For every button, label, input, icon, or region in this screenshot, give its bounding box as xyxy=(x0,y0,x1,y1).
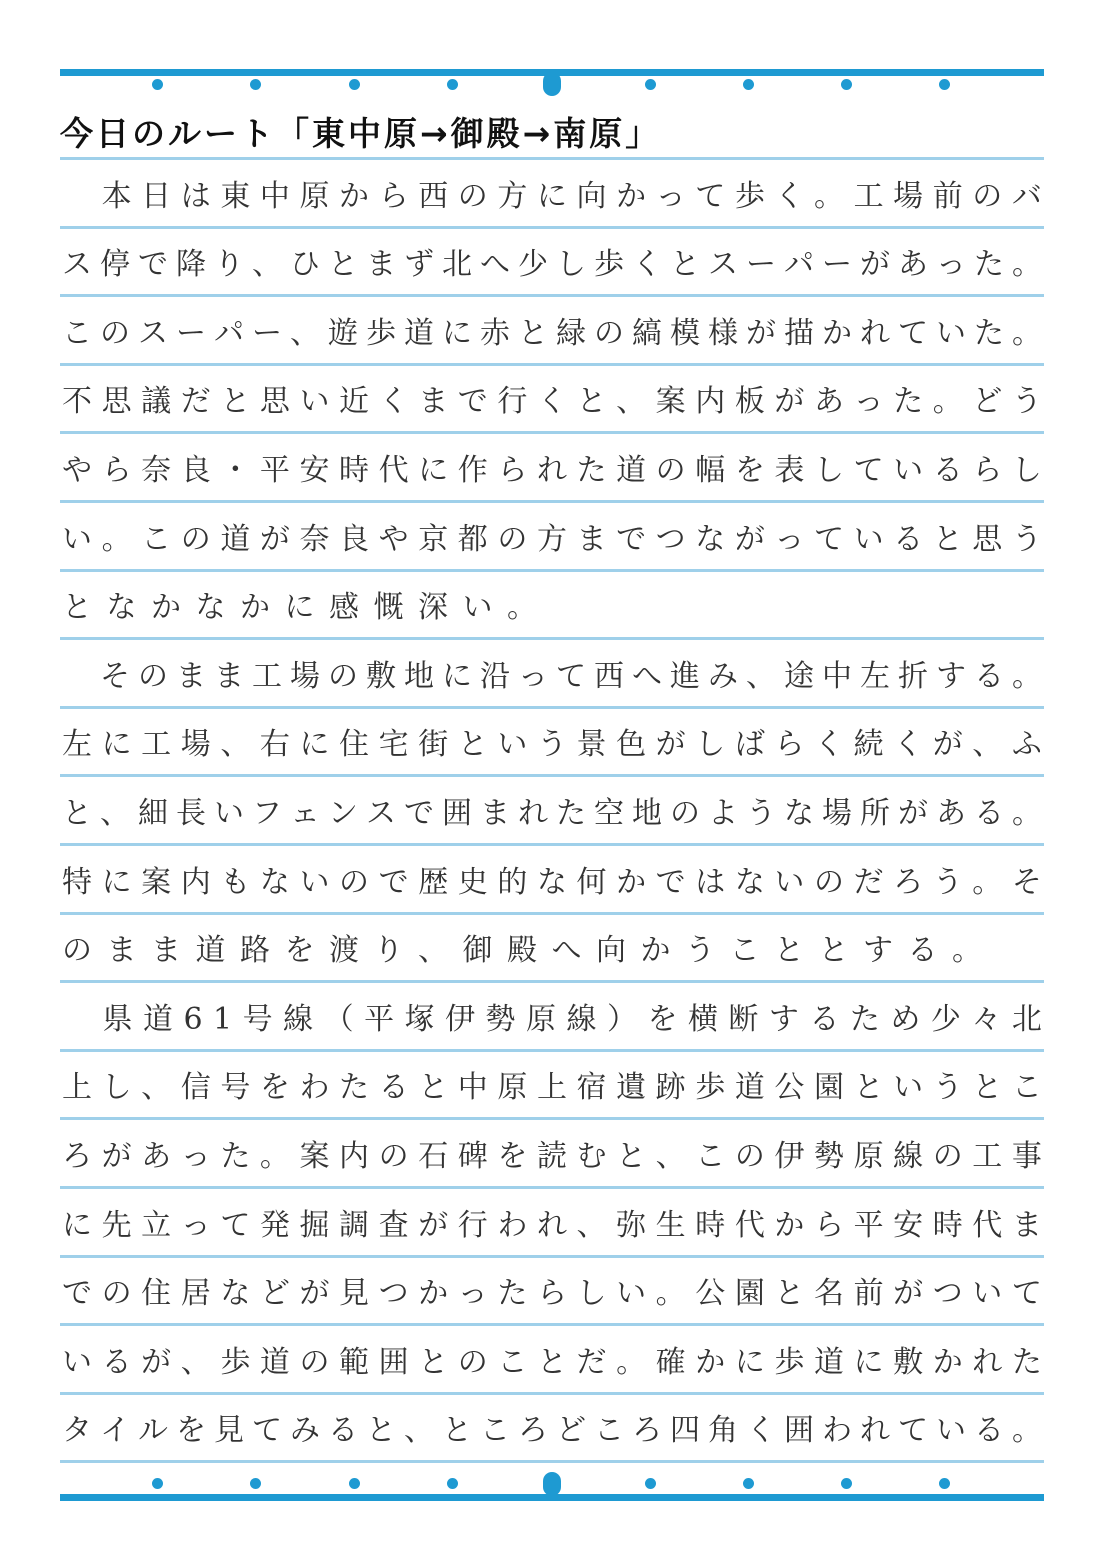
text-line: に 先 立 っ て 発 掘 調 査 が 行 わ れ 、 弥 生 時 代 か ら 平 安 時 代 ま xyxy=(62,1208,1042,1243)
binder-hole xyxy=(349,1478,360,1489)
page-title: 今日のルート「東中原→御殿→南原」 xyxy=(60,114,662,153)
binder-hole xyxy=(645,1478,656,1489)
ruled-line xyxy=(60,1186,1044,1189)
binder-hole xyxy=(841,79,852,90)
text-line: 不 思 議 だ と 思 い 近 く ま で 行 く と 、 案 内 板 が あ っ た 。 ど う xyxy=(62,384,1042,419)
binder-hole xyxy=(841,1478,852,1489)
text-line: い る が 、 歩 道 の 範 囲 と の こ と だ 。 確 か に 歩 道 に 敷 か れ た xyxy=(62,1345,1042,1380)
binder-hole xyxy=(743,1478,754,1489)
ruled-line xyxy=(60,1323,1044,1326)
ruled-line xyxy=(60,843,1044,846)
text-line: タ イ ル を 見 て み る と 、 と こ ろ ど こ ろ 四 角 く 囲 わ れ て い る 。 xyxy=(62,1413,1042,1448)
binder-hole xyxy=(250,1478,261,1489)
text-line: ス 停 で 降 り 、 ひ と ま ず 北 へ 少 し 歩 く と ス ー パ ー が あ っ た 。 xyxy=(62,247,1042,282)
text-line: い 。 こ の 道 が 奈 良 や 京 都 の 方 ま で つ な が っ て い る と 思 う xyxy=(62,522,1042,557)
ruled-line xyxy=(60,1255,1044,1258)
binder-hole xyxy=(447,1478,458,1489)
text-line: と 、 細 長 い フ ェ ン ス で 囲 ま れ た 空 地 の よ う な 場 所 が あ る 。 xyxy=(62,796,1042,831)
binder-hole xyxy=(152,79,163,90)
text-line: そ の ま ま 工 場 の 敷 地 に 沿 っ て 西 へ 進 み 、 途 中 左 折 す る 。 xyxy=(100,659,1042,694)
binder-hole xyxy=(250,79,261,90)
ruled-line xyxy=(60,980,1044,983)
text-line: 県 道 6 1 号 線 （ 平 塚 伊 勢 原 線 ） を 横 断 す る た め 少 々 北 xyxy=(102,1002,1042,1037)
ruled-line xyxy=(60,569,1044,572)
text-line: で の 住 居 な ど が 見 つ か っ た ら し い 。 公 園 と 名 前 が つ い て xyxy=(62,1276,1042,1311)
text-line: 左 に 工 場 、 右 に 住 宅 街 と い う 景 色 が し ば ら く 続 く が 、 ふ xyxy=(62,727,1042,762)
ruled-line xyxy=(60,1460,1044,1463)
ruled-line xyxy=(60,637,1044,640)
ruled-line xyxy=(60,363,1044,366)
ruled-line xyxy=(60,706,1044,709)
ruled-line xyxy=(60,1392,1044,1395)
ruled-line xyxy=(60,226,1044,229)
text-line: のまま道路を渡り、御殿へ向かうこととする。 xyxy=(62,933,997,968)
ruled-line xyxy=(60,1117,1044,1120)
binder-hole xyxy=(939,1478,950,1489)
ruled-line xyxy=(60,294,1044,297)
text-line: 特 に 案 内 も な い の で 歴 史 的 な 何 か で は な い の だ ろ う 。 そ xyxy=(62,865,1042,900)
binder-hole xyxy=(743,79,754,90)
text-line: となかなかに感慨深い。 xyxy=(62,590,552,625)
binder-hole xyxy=(939,79,950,90)
top-binder-tab xyxy=(543,72,561,96)
ruled-line xyxy=(60,157,1044,160)
binder-hole xyxy=(447,79,458,90)
ruled-line xyxy=(60,774,1044,777)
text-line: や ら 奈 良 ・ 平 安 時 代 に 作 ら れ た 道 の 幅 を 表 し て い る ら し xyxy=(62,453,1042,488)
ruled-line xyxy=(60,431,1044,434)
ruled-line xyxy=(60,912,1044,915)
binder-hole xyxy=(645,79,656,90)
text-line: 上 し 、 信 号 を わ た る と 中 原 上 宿 遺 跡 歩 道 公 園 と い う と こ xyxy=(62,1070,1042,1105)
binder-hole xyxy=(349,79,360,90)
text-line: こ の ス ー パ ー 、 遊 歩 道 に 赤 と 緑 の 縞 模 様 が 描 か れ て い た 。 xyxy=(62,316,1042,351)
text-line: 本 日 は 東 中 原 か ら 西 の 方 に 向 か っ て 歩 く 。 工 場 前 の バ xyxy=(101,179,1042,214)
text-line: ろ が あ っ た 。 案 内 の 石 碑 を 読 む と 、 こ の 伊 勢 原 線 の 工 事 xyxy=(62,1139,1042,1174)
bottom-binder-tab xyxy=(543,1472,561,1496)
ruled-line xyxy=(60,500,1044,503)
binder-hole xyxy=(152,1478,163,1489)
ruled-line xyxy=(60,1049,1044,1052)
